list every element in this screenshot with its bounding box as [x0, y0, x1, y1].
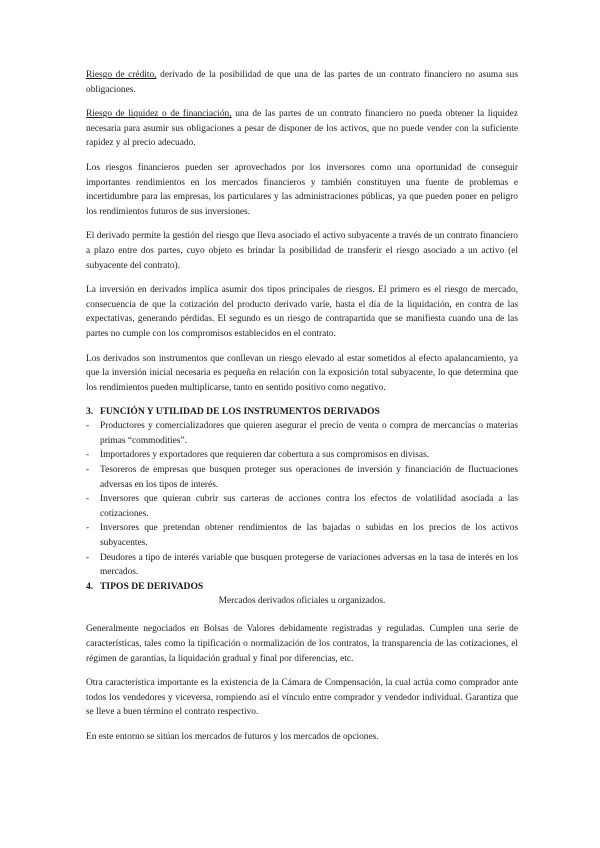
document-page — [86, 68, 518, 755]
paragraph-organized-markets: Generalmente negociados en Bolsas de Valores debidamente registradas y reguladas. Cumplen una serie de características, tales como la tipificación o normalización de los contratos, la transparencia de las cotizaciones, el régimen de garantías, la liquidación gradual y final por diferencias, etc. — [86, 624, 518, 664]
paragraph-credit-risk — [86, 68, 518, 97]
section-number: 3. — [86, 406, 94, 418]
list-item: - Tesoreros de empresas que busquen proteger sus operaciones de inversión y financiación de fluctuaciones adversas en los tipos de interés. — [86, 463, 518, 492]
paragraph-text: una de las partes de un contrato financiero no pueda obtener la liquidez necesaria para asumir sus obligaciones a pesar de disponer de los activos, que no puede vender con la suficiente rapidez y al precio adecuado. — [86, 109, 518, 149]
section-title: TIPOS DE DERIVADOS — [100, 580, 204, 592]
list-item: - Inversores que quieran cubrir sus carteras de acciones contra los efectos de volatilidad asociada a las cotizaciones. — [86, 492, 518, 521]
subsection-title: Mercados derivados oficiales u organizados. — [218, 595, 386, 606]
list-item: - Importadores y exportadores que requieren dar cobertura a sus compromisos en divisas. — [86, 448, 518, 463]
section-heading-4 — [86, 580, 518, 594]
list-item: - Inversores que pretendan obtener rendimientos de las bajadas o subidas en los precios de los activos subyacentes. — [86, 521, 518, 550]
paragraph-text: derivado de la posibilidad de que una de las partes de un contrato financiero no asuma sus obligaciones. — [86, 70, 518, 95]
bullet-list — [86, 419, 518, 580]
paragraph-investment-risks: La inversión en derivados implica asumir dos tipos principales de riesgos. El primero es el riesgo de mercado, consecuencia de que la cotización del producto derivado varíe, hasta el día de la liquidación, en contra de las expectativas, generando pérdidas. El segundo es un riesgo de contrapartida que se manifiesta cuando una de las partes no cumple con los compromisos establecidos en el contrato. — [86, 285, 518, 339]
term-credit-risk: Riesgo de crédito, — [86, 70, 157, 80]
list-item: - Productores y comercializadores que quieren asegurar el precio de venta o compra de mercancías o materias primas “commodities”. — [86, 419, 518, 448]
term-liquidity-risk: Riesgo de liquidez o de financiación, — [86, 109, 232, 120]
paragraph-clearing-house: Otra característica importante es la existencia de la Cámara de Compensación, la cual actúa como comprador ante todos los vendedores y viceversa, rompiendo así el vínculo entre comprador y vendedor individual. Garantiza que se lleve a buen término el contrato respectivo. — [86, 678, 518, 718]
section-number: 4. — [86, 580, 94, 592]
section-heading-3 — [86, 405, 518, 419]
paragraph-leverage: Los derivados son instrumentos que conllevan un riesgo elevado al estar sometidos al efecto apalancamiento, ya que la inversión inicial necesaria es pequeña en relación con la exposición total subyacente, lo que determina que los rendimientos pueden multiplicarse, tanto en sentido positivo como negativo. — [86, 353, 518, 393]
paragraph-financial-risks: Los riesgos financieros pueden ser aprovechados por los inversores como una oportunidad de conseguir importantes rendimientos en los mercados financieros y también constituyen una fuente de problemas e incertidumbre para las empresas, los particulares y las administraciones públicas, ya que pueden poner en peligro los rendimientos futuros de sus inversiones. — [86, 162, 518, 217]
list-item: - Deudores a tipo de interés variable que busquen protegerse de variaciones adversas en la tasa de interés en los mercados. — [86, 551, 518, 580]
section-title: FUNCIÓN Y UTILIDAD DE LOS INSTRUMENTOS DERIVADOS — [100, 406, 380, 418]
paragraph-liquidity-risk — [86, 107, 518, 151]
paragraph-derivative-management: El derivado permite la gestión del riesgo que lleva asociado el activo subyacente a través de un contrato financiero a plazo entre dos partes, cuyo objeto es brindar la posibilidad de transferir el riesgo asociado a un activo (el subyacente del contrato). — [86, 231, 518, 271]
paragraph-futures-options: En este entorno se sitúan los mercados de futuros y los mercados de opciones. — [86, 731, 379, 742]
